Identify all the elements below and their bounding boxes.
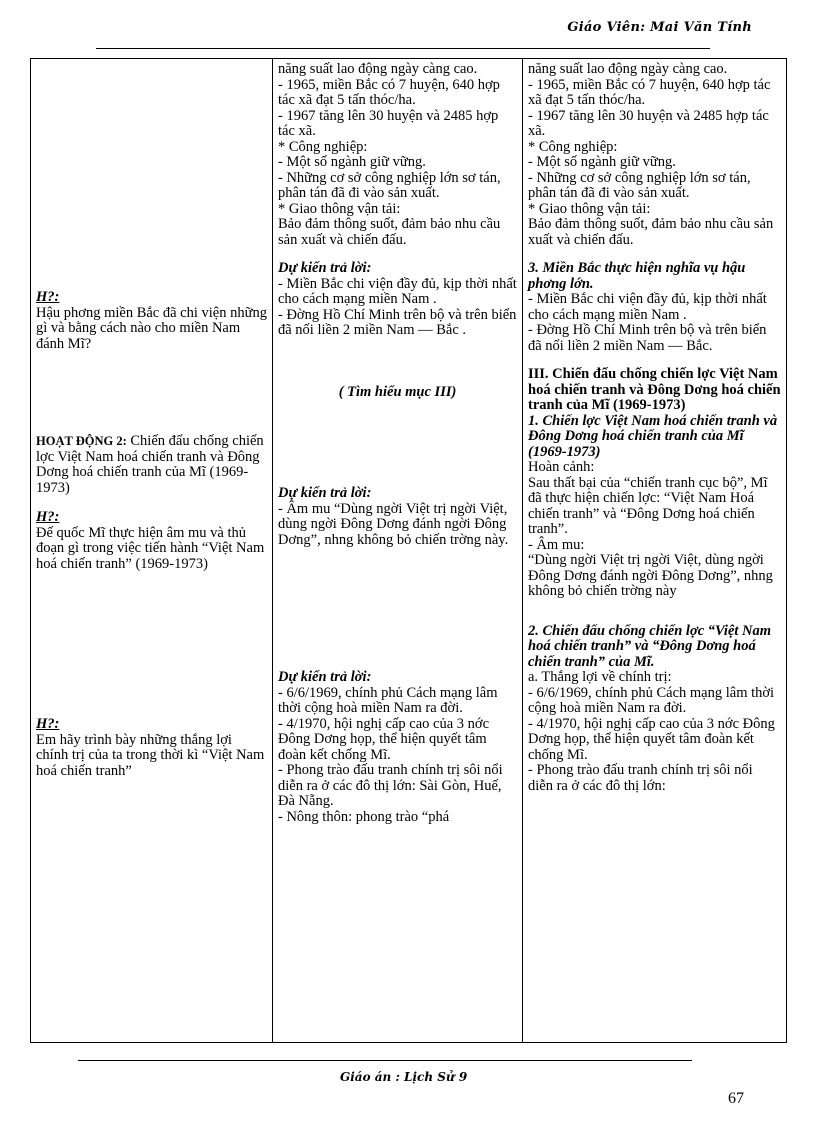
text-line: - Âm mu: <box>528 536 585 553</box>
text-line: Bảo đảm thông suốt, đảm bảo nhu cầu sản xuất và chiến đấu. <box>278 216 501 248</box>
text-line: - Phong trào đấu tranh chính trị sôi nổi diễn ra ở các đô thị lớn: <box>528 762 753 794</box>
question-text: Em hãy trình bày những thắng lợi chính trị của ta trong thời kì “Việt Nam hoá chiến tranh” <box>36 731 265 779</box>
text-line: - 1967 tăng lên 30 huyện và 2485 hợp tác xã. <box>278 107 499 139</box>
subsection-title: 2. Chiến đấu chống chiến lợc “Việt Nam hoá chiến tranh” và “Đông Dơng hoá chiến tranh” của Mĩ. <box>528 622 772 670</box>
question-label: H?: <box>36 716 60 732</box>
page-number: 67 <box>728 1090 744 1107</box>
text-line: - Âm mu “Dùng ngời Việt trị ngời Việt, dùng ngời Đông Dơng đánh ngời Đông Dơng”, nhng không bỏ chiến trờng này. <box>278 500 509 548</box>
text-line: - Đờng Hồ Chí Minh trên bộ và trên biển đã nối liền 2 miền Nam — Bắc. <box>528 322 767 354</box>
section-note: ( Tìm hiểu mục III) <box>338 383 457 400</box>
text-line: * Giao thông vận tải: <box>278 200 401 217</box>
text-line: * Giao thông vận tải: <box>528 200 651 217</box>
text-line: - 4/1970, hội nghị cấp cao của 3 nớc Đông Dơng họp, thể hiện quyết tâm đoàn kết chống Mĩ. <box>278 715 490 763</box>
text-line: năng suất lao động ngày càng cao. <box>528 61 728 77</box>
activity-label: HOẠT ĐỘNG 2: <box>36 434 127 448</box>
header-author: Giáo Viên: Mai Văn Tính <box>567 20 752 35</box>
text-line: - 1967 tăng lên 30 huyện và 2485 hợp tác xã. <box>528 107 769 139</box>
subsection-body <box>528 670 781 794</box>
activity-text: Chiến đấu chống chiến lợc Việt Nam hoá chiến tranh và Đông Dơng hoá chiến tranh của Mĩ (1969-1973) <box>36 433 264 496</box>
text-line: - Những cơ sở công nghiệp lớn sơ tán, phân tán đã đi vào sản xuất. <box>278 169 501 201</box>
production-summary <box>278 62 517 248</box>
answer-label: Dự kiến trả lời: <box>278 260 372 276</box>
section-title: III. Chiến đấu chống chiến lợc Việt Nam hoá chiến tranh và Đông Dơng hoá chiến tranh của Mĩ (1969-1973) <box>528 366 781 413</box>
text-line: - Một số ngành giữ vững. <box>528 154 676 170</box>
question-label: H?: <box>36 289 60 305</box>
text-line: - Một số ngành giữ vững. <box>278 154 426 170</box>
table-row <box>31 59 787 1043</box>
subsection-title: 3. Miền Bắc thực hiện nghĩa vụ hậu phơng lớn. <box>528 260 746 292</box>
text-line: - Đờng Hồ Chí Minh trên bộ và trên biển đã nối liền 2 miền Nam — Bắc . <box>278 306 517 338</box>
answer-body <box>278 277 517 339</box>
answer-body <box>278 502 517 549</box>
text-line: - Nông thôn: phong trào “phá <box>278 808 450 825</box>
text-line: - 4/1970, hội nghị cấp cao của 3 nớc Đông Dơng họp, thể hiện quyết tâm đoàn kết chống Mĩ. <box>528 715 775 763</box>
answer-label: Dự kiến trả lời: <box>278 485 372 501</box>
lesson-table <box>30 58 787 1043</box>
subsection-title: 1. Chiến lợc Việt Nam hoá chiến tranh và Đông Dơng hoá chiến tranh của Mĩ (1969-1973) <box>528 412 778 460</box>
text-line: a. Thắng lợi về chính trị: <box>528 669 672 685</box>
subsection-body <box>528 460 781 600</box>
text-line: - 1965, miền Bắc có 7 huyện, 640 hợp tác xã đạt 5 tấn thóc/ha. <box>278 76 500 108</box>
text-line: - 1965, miền Bắc có 7 huyện, 640 hợp tác xã đạt 5 tấn thóc/ha. <box>528 76 771 108</box>
footer-rule <box>78 1060 692 1061</box>
text-line: năng suất lao động ngày càng cao. <box>278 61 478 77</box>
answer-label: Dự kiến trả lời: <box>278 669 372 685</box>
expected-answers-column <box>273 59 523 1043</box>
text-line: - Miền Bắc chi viện đầy đủ, kịp thời nhất cho cách mạng miền Nam . <box>278 275 517 307</box>
lesson-content-column <box>523 59 787 1043</box>
answer-body <box>278 686 517 826</box>
footer-title: Giáo án : Lịch Sử 9 <box>340 1070 468 1084</box>
question-label: H?: <box>36 509 60 525</box>
text-line: - 6/6/1969, chính phủ Cách mạng lâm thời cộng hoà miền Nam ra đời. <box>278 684 498 716</box>
header-rule <box>96 48 710 49</box>
subsection-body <box>528 292 781 354</box>
text-line: - Phong trào đấu tranh chính trị sôi nổi diễn ra ở các đô thị lớn: Sài Gòn, Huế, Đà Nẵng. <box>278 762 503 809</box>
text-line: - Những cơ sở công nghiệp lớn sơ tán, phân tán đã đi vào sản xuất. <box>528 169 751 201</box>
text-line: Bảo đảm thông suốt, đảm bảo nhu cầu sản xuất và chiến đấu. <box>528 216 774 248</box>
text-line: * Công nghiệp: <box>278 138 368 155</box>
text-line: Hoàn cảnh: <box>528 459 595 475</box>
question-text: Hậu phơng miền Bắc đã chi viện những gì và bằng cách nào cho miền Nam đánh Mĩ? <box>36 304 267 352</box>
text-line: “Dùng ngời Việt trị ngời Việt, dùng ngời Đông Dơng đánh ngời Đông Dơng”, nhng không bỏ chiến trờng này <box>528 552 773 599</box>
text-line: - 6/6/1969, chính phủ Cách mạng lâm thời cộng hoà miền Nam ra đời. <box>528 684 775 716</box>
activity-heading <box>36 434 267 496</box>
text-line: - Miền Bắc chi viện đầy đủ, kịp thời nhất cho cách mạng miền Nam . <box>528 291 767 323</box>
text-line: * Công nghiệp: <box>528 138 618 155</box>
question-text: Đế quốc Mĩ thực hiện âm mu và thủ đoạn gì trong việc tiến hành “Việt Nam hoá chiến tranh” (1969-1973) <box>36 524 265 572</box>
production-summary <box>528 62 781 248</box>
text-line: Sau thất bại của “chiến tranh cục bộ”, Mĩ đã thực hiện chiến lợc: “Việt Nam Hoá chiến tranh” và “Đông Dơng hoá chiến tranh”. <box>528 474 768 537</box>
teacher-questions-column <box>31 59 273 1043</box>
